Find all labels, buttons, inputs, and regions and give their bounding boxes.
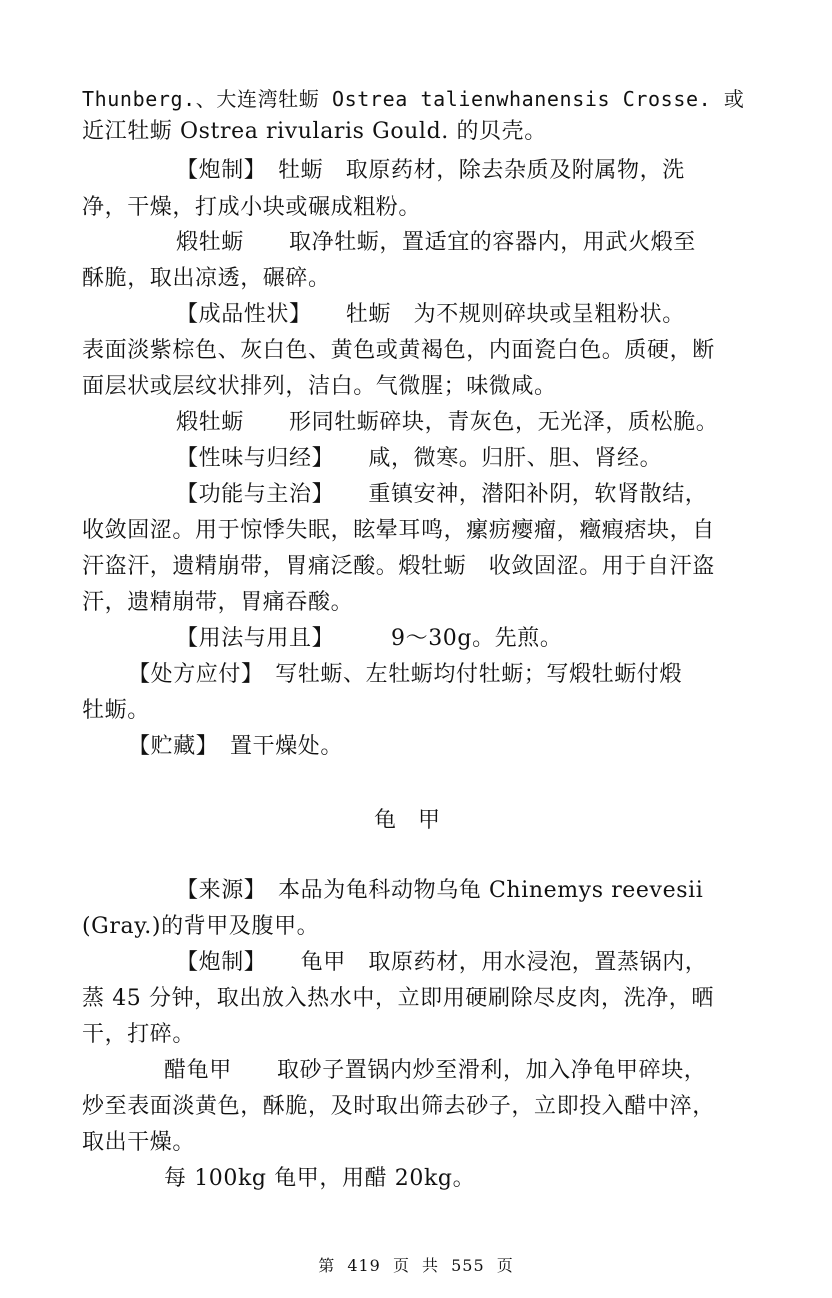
text-line: 酥脆，取出凉透，碾碎。 bbox=[82, 266, 331, 291]
text-line: 【炮制】 龟甲 取原药材，用水浸泡，置蒸锅内， bbox=[176, 950, 708, 975]
text-line: 【炮制】 牡蛎 取原药材，除去杂质及附属物，洗 bbox=[176, 158, 685, 183]
text-line: 【性味与归经】 咸，微寒。归肝、胆、肾经。 bbox=[176, 446, 663, 471]
text-line: 煅牡蛎 取净牡蛎，置适宜的容器内，用武火煅至 bbox=[176, 230, 696, 255]
section-title: 龟 甲 bbox=[374, 808, 441, 833]
text-line: 汗盗汗，遗精崩带，胃痛泛酸。煅牡蛎 收敛固涩。用于自汗盗 bbox=[82, 554, 715, 579]
text-line: 醋龟甲 取砂子置锅内炒至滑利，加入净龟甲碎块， bbox=[164, 1058, 707, 1083]
text-line: (Gray.)的背甲及腹甲。 bbox=[82, 914, 320, 939]
text-line: 汗，遗精崩带，胃痛吞酸。 bbox=[82, 590, 354, 615]
text-line: 【来源】 本品为龟科动物乌龟 Chinemys reevesii bbox=[176, 878, 704, 903]
text-line: 【贮藏】 置干燥处。 bbox=[128, 734, 344, 759]
text-line: 每 100kg 龟甲，用醋 20kg。 bbox=[164, 1166, 476, 1191]
text-line: 【处方应付】 写牡蛎、左牡蛎均付牡蛎；写煅牡蛎付煅 bbox=[128, 662, 683, 687]
page-footer: 第 419 页 共 555 页 bbox=[318, 1256, 514, 1275]
text-line: 净，干燥，打成小块或碾成粗粉。 bbox=[82, 195, 422, 220]
text-line: 干，打碎。 bbox=[82, 1022, 196, 1047]
text-line: 炒至表面淡黄色，酥脆，及时取出筛去砂子，立即投入醋中淬， bbox=[82, 1094, 715, 1119]
text-line: 取出干燥。 bbox=[82, 1130, 196, 1155]
text-line: 【用法与用且】 9～30g。先煎。 bbox=[176, 626, 563, 651]
text-line: 煅牡蛎 形同牡蛎碎块，青灰色，无光泽，质松脆。 bbox=[176, 410, 719, 435]
text-line: 牡蛎。 bbox=[82, 698, 150, 723]
text-line: 表面淡紫棕色、灰白色、黄色或黄褐色，内面瓷白色。质硬，断 bbox=[82, 338, 715, 363]
text-line: 收敛固涩。用于惊悸失眠，眩晕耳鸣，瘰疬瘿瘤，癥瘕痞块，自 bbox=[82, 518, 715, 543]
text-line: 【功能与主治】 重镇安神，潜阳补阴，软肾散结， bbox=[176, 482, 708, 507]
text-line: 蒸 45 分钟，取出放入热水中，立即用硬刷除尽皮肉，洗净，晒 bbox=[82, 986, 714, 1011]
text-line: 近江牡蛎 Ostrea rivularis Gould. 的贝壳。 bbox=[82, 119, 547, 144]
text-line: Thunberg.、大连湾牡蛎 Ostrea talienwhanensis Crosse. 或 bbox=[82, 87, 745, 111]
text-line: 面层状或层纹状排列，洁白。气微腥；味微咸。 bbox=[82, 374, 557, 399]
text-line: 【成品性状】 牡蛎 为不规则碎块或呈粗粉状。 bbox=[176, 302, 685, 327]
